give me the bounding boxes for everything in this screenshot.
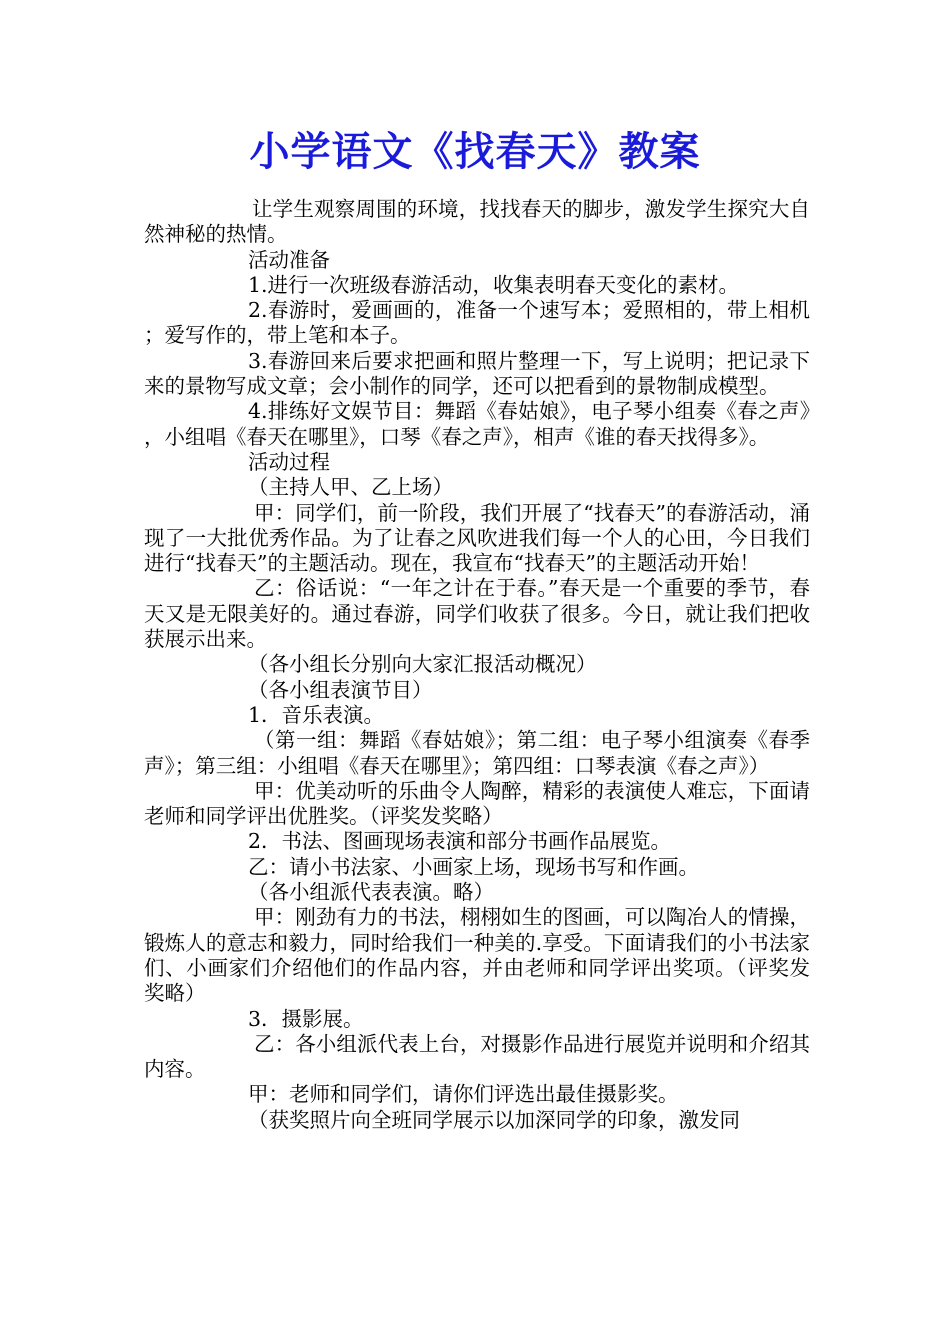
body-paragraph: 甲：优美动听的乐曲令人陶醉，精彩的表演使人难忘，下面请老师和同学评出优胜奖。（评奖发奖略） [144,778,810,829]
body-paragraph: 甲：刚劲有力的书法，栩栩如生的图画，可以陶冶人的情操，锻炼人的意志和毅力，同时给我们一种美的.享受。下面请我们的小书法家们、小画家们介绍他们的作品内容，并由老师和同学评出奖项。（评奖发奖略） [144,905,810,1006]
document-title: 小学语文《找春天》教案 [249,129,701,175]
body-paragraph: 1．音乐表演。 [248,702,385,727]
body-paragraph: 甲：老师和同学们，请你们评选出最佳摄影奖。 [248,1082,679,1107]
body-paragraph: 乙：各小组派代表上台，对摄影作品进行展览并说明和介绍其内容。 [144,1031,810,1082]
body-paragraph: （获奖照片向全班同学展示以加深同学的印象，激发同 [248,1107,740,1132]
body-paragraph: 活动过程 [248,449,330,474]
body-paragraph: 1.进行一次班级春游活动，收集表明春天变化的素材。 [248,272,740,297]
body-paragraph: （第一组：舞蹈《春姑娘》；第二组：电子琴小组演奏《春季声》；第三组：小组唱《春天在哪里》；第四组：口琴表演《春之声》） [144,728,810,778]
body-paragraph: 4.排练好文娱节目：舞蹈《春姑娘》，电子琴小组奏《春之声》，小组唱《春天在哪里》，口琴《春之声》，相声《谁的春天找得多》。 [144,399,810,449]
document-body [144,197,810,1133]
body-paragraph: （各小组长分别向大家汇报活动概况） [248,652,597,677]
body-paragraph: 3.春游回来后要求把画和照片整理一下，写上说明；把记录下来的景物写成文章；会小制作的同学，还可以把看到的景物制成模型。 [144,348,810,399]
body-paragraph: 让学生观察周围的环境，找找春天的脚步，激发学生探究大自然神秘的热情。 [144,197,810,247]
body-paragraph: 2．书法、图画现场表演和部分书画作品展览。 [248,829,672,854]
body-paragraph: 甲：同学们，前一阶段，我们开展了“找春天”的春游活动，涌现了一大批优秀作品。为了让春之风吹进我们每一个人的心田，今日我们进行“找春天”的主题活动。现在，我宣布“找春天”的主题活动开始！ [144,500,810,576]
body-paragraph: 2.春游时，爱画画的，准备一个速写本；爱照相的，带上相机；爱写作的，带上笔和本子。 [144,298,810,348]
body-paragraph: （各小组表演节目） [248,677,433,702]
body-paragraph: （主持人甲、乙上场） [248,475,453,500]
body-paragraph: 3．摄影展。 [248,1006,364,1031]
body-paragraph: 乙：俗话说：“一年之计在于春。”春天是一个重要的季节，春天又是无限美好的。通过春游，同学们收获了很多。今日，就让我们把收获展示出来。 [144,576,810,652]
body-paragraph: （各小组派代表表演。略） [248,880,494,905]
body-paragraph: 活动准备 [248,247,330,272]
body-paragraph: 乙：请小书法家、小画家上场，现场书写和作画。 [248,854,699,879]
